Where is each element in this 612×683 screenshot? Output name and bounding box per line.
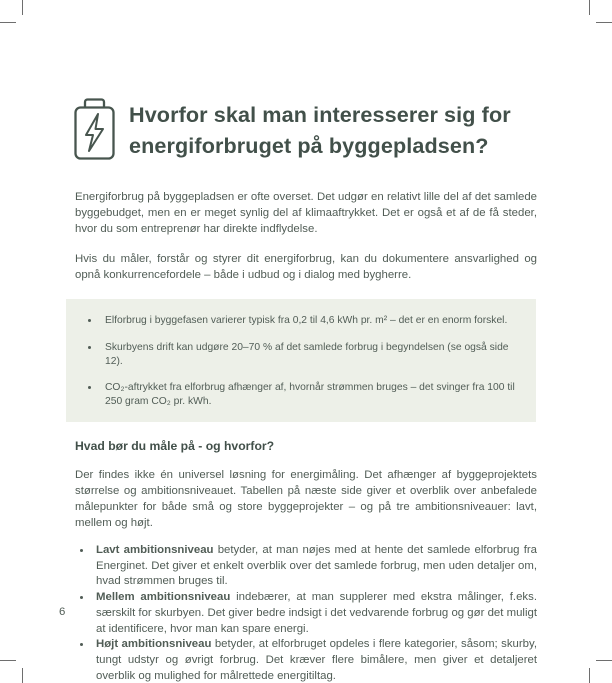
bullet-dot [88,319,91,322]
list-item [75,590,537,637]
bullet-dot [80,596,83,599]
intro-paragraph-2: Hvis du måler, forstår og styrer dit energiforbrug, kan du dokumentere ansvarlighed og opnå konkurrencefordele – både i udbud og i dialog med bygherre. [75,253,537,281]
crop-mark [589,0,590,15]
ambition-level-lead: Højt ambitionsniveau [96,638,212,651]
bullet-dot [80,643,83,646]
ambition-level-text: indebærer, at man supplerer med ekstra målinger, f.eks. særskilt for skurbyen. Det giver bedre indsigt i det vedvarende forbrug og gør det muligt at identificere, hvor man kan spare energi. [96,591,537,635]
bullet-dot [80,549,83,552]
ambition-level-lead: Lavt ambitionsniveau [96,543,214,556]
ambition-level-list [75,543,537,683]
crop-mark [0,660,16,661]
page-number: 6 [59,606,66,618]
page-title-line2: energiforbruget på byggepladsen? [129,133,489,158]
page-title-line1: Hvorfor skal man interesserer sig for [129,102,511,127]
info-box-item-text: Skurbyens drift kan udgøre 20–70 % af det samlede forbrug i begyndelsen (se også side 12). [105,341,509,367]
info-box-list [66,314,520,409]
page-content [59,0,537,683]
battery-lightning-icon [74,98,115,165]
crop-mark [22,668,23,683]
ambition-level-lead: Mellem ambitionsniveau [96,591,231,604]
ambition-level-text: betyder, at man nøjes med at hente det samlede elforbrug fra Energinet. Det giver et enkelt overblik over det samlede forbrug, men uden detaljer om, hvad strømmen bruges til. [96,543,537,588]
list-item [66,341,520,369]
crop-mark [0,22,16,23]
crop-mark [589,668,590,683]
list-item [75,637,537,683]
section-paragraph: Der findes ikke én universel løsning for energimåling. Det afhænger af byggeprojektets størrelse og ambitionsniveauet. Tabellen på næste side giver et overblik over anbefalede målepunkter for både små og store byggeprojekter – og på tre ambitionsniveauer: lavt, mellem og højt. [75,468,537,529]
chapter-header [75,98,537,165]
section-subheading: Hvad bør du måle på - og hvorfor? [75,438,275,453]
bullet-dot [88,346,91,349]
list-item [66,381,520,409]
list-item [66,314,520,328]
highlight-info-box [66,299,536,422]
list-item [75,543,537,590]
crop-mark [596,660,612,661]
ambition-level-text: betyder, at elforbruget opdeles i flere kategorier, såsom; skurby, tungt udstyr og øvrigt forbrug. Det kræver flere bimålere, men giver et detaljeret overblik og mulighed for målrettede energitiltag. [96,638,537,682]
info-box-item-text: CO₂-aftrykket fra elforbrug afhænger af, hvornår strømmen bruges – det svinger fra 100 til 250 gram CO₂ pr. kWh. [105,382,515,408]
crop-mark [22,0,23,15]
crop-mark [596,22,612,23]
info-box-item-text: Elforbrug i byggefasen varierer typisk fra 0,2 til 4,6 kWh pr. m² – det er en enorm forskel. [105,315,508,326]
page-title [129,99,511,161]
bullet-dot [88,386,91,389]
intro-paragraph-1: Energiforbrug på byggepladsen er ofte overset. Det udgør en relativt lille del af det samlede byggebudget, men en er meget synlig del af klimaaftrykket. Det er også et af de få steder, hvor du som entreprenør har direkte indflydelse. [75,191,537,235]
